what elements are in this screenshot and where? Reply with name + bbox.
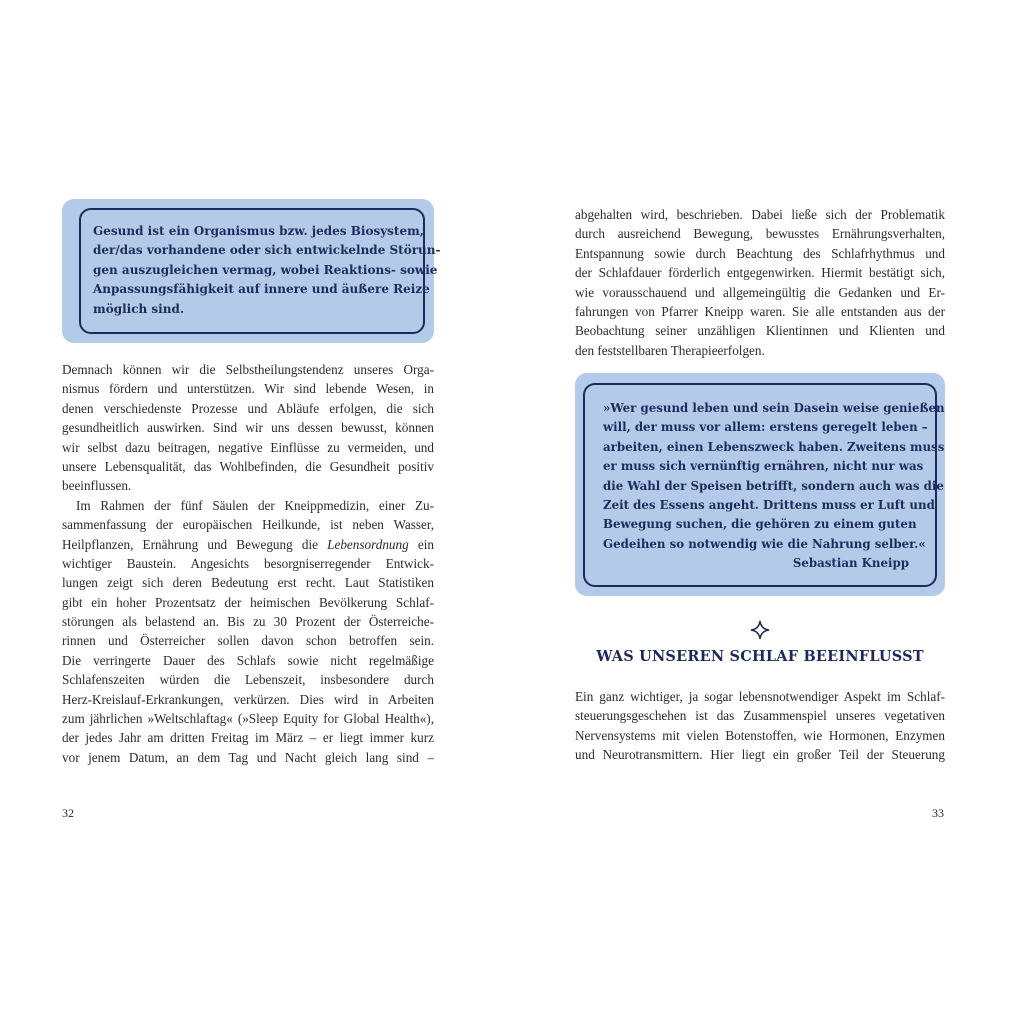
quote-line: Zeit des Essens angeht. Drittens muss er Luft und xyxy=(603,498,935,513)
definition-box-frame xyxy=(79,208,441,334)
text-line: Nervensystems mit vielen Botenstoffen, wie Hormonen, Enzymen xyxy=(575,727,945,743)
quote-line: arbeiten, einen Lebenszweck haben. Zweitens muss xyxy=(603,439,945,454)
quote-line: Bewegung suchen, die gehören zu einem guten xyxy=(603,517,917,532)
definition-line: der/das vorhandene oder sich entwickelnde Störun- xyxy=(93,243,441,258)
text-line: Schlafenszeiten würden die Lebenszeit, insbesondere durch xyxy=(62,672,434,688)
text-line: der Schlafdauer förderlich entgegenwirken. Hiermit bestätigt sich, xyxy=(575,265,945,281)
definition-line: Gesund ist ein Organismus bzw. jedes Biosystem, xyxy=(93,224,424,238)
quote-line: will, der muss vor allem: erstens geregelt leben – xyxy=(603,420,928,435)
text-line: fahrungen von Pfarrer Kneipp waren. Sie alle entstanden aus der xyxy=(575,303,945,319)
text-line: vor jenem Datum, an dem Tag und Nacht gleich lang sind – xyxy=(62,749,434,765)
page-number-right: 33 xyxy=(932,806,944,820)
text-line: störungen als belastend an. Bis zu 30 Prozent der Österreiche- xyxy=(62,614,434,630)
text-line: Demnach können wir die Selbstheilungstendenz unseres Orga- xyxy=(62,362,434,377)
text-line: der jedes Jahr am dritten Freitag im März – er liegt immer kurz xyxy=(62,730,434,746)
four-point-star-icon xyxy=(750,620,770,640)
text-line: wichtiger Baustein. Angesichts besorgniserregender Entwick- xyxy=(62,555,434,571)
text-line-mixed xyxy=(62,535,434,554)
italic-term: Lebensordnung xyxy=(327,536,409,552)
section-heading: WAS UNSEREN SCHLAF BEEINFLUSST xyxy=(596,648,924,665)
text-line: denen verschiedenste Prozesse und Abläufe erfolgen, die sich xyxy=(62,400,434,416)
quote-author: Sebastian Kneipp xyxy=(792,556,909,571)
text-line: Entspannung sowie durch Beachtung des Schlafrhythmus und xyxy=(575,245,945,261)
definition-line: gen auszugleichen vermag, wobei Reaktions- sowie xyxy=(93,262,438,277)
text-run: ein xyxy=(408,536,434,552)
quote-line: Gedeihen so notwendig wie die Nahrung selber.« xyxy=(603,536,926,551)
text-line: unsere Lebensqualität, das Wohlbefinden, die Gesundheit positiv xyxy=(62,458,434,474)
text-line: sammenfassung der europäischen Heilkunde, ist neben Wasser, xyxy=(62,517,434,533)
text-line: durch ausreichend Bewegung, bewusstes Ernährungsverhalten, xyxy=(575,226,945,242)
text-line: nismus fördern und unterstützen. Wir sind lebende Wesen, in xyxy=(62,381,434,397)
quote-line: die Wahl der Speisen betrifft, sondern auch was die xyxy=(603,478,944,493)
page-number-left: 32 xyxy=(62,806,74,820)
text-line: Beobachtung seiner unzähligen Klientinnen und Klienten und xyxy=(575,323,945,339)
text-line: Herz-Kreislauf-Erkrankungen, verkürzen. Dies wird in Arbeiten xyxy=(62,691,434,707)
definition-line: Anpassungsfähigkeit auf innere und äußere Reize xyxy=(93,282,430,297)
text-line: wir selbst dazu beitragen, negative Einflüsse zu vermeiden, und xyxy=(62,439,434,455)
text-line: steuerungsgeschehen ist das Zusammenspiel unseres vegetativen xyxy=(575,708,945,724)
text-line: Im Rahmen der fünf Säulen der Kneippmedizin, einer Zu- xyxy=(76,497,434,513)
text-line: abgehalten wird, beschrieben. Dabei ließe sich der Problematik xyxy=(575,207,945,222)
text-line: wie vorausschauend und allgemeingültig die Gedanken und Er- xyxy=(575,284,945,300)
text-line: lungen zeigt sich deren Bedeutung erst recht. Laut Statistiken xyxy=(62,575,434,591)
text-line: rinnen und Österreicher sollen davon schon betroffen sein. xyxy=(62,633,434,649)
right-body-text-top xyxy=(575,205,945,360)
text-line: gibt ein hoher Prozentsatz der heimischen Bevölkerung Schlaf- xyxy=(62,594,434,610)
left-body-text xyxy=(62,360,434,767)
quote-box-frame xyxy=(583,383,945,587)
text-line: zum jährlichen »Weltschlaftag« (»Sleep Equity for Global Health«), xyxy=(62,711,434,727)
text-line: gesundheitlich auswirken. Sind wir uns dessen bewusst, können xyxy=(62,420,434,436)
definition-line: möglich sind. xyxy=(93,301,185,316)
text-run: Heilpflanzen, Ernährung und Bewegung die xyxy=(62,536,318,552)
quote-line: »Wer gesund leben und sein Dasein weise genießen xyxy=(603,401,945,415)
text-line: und Neurotransmittern. Hier liegt ein großer Teil der Steuerung xyxy=(575,747,945,763)
right-body-text-bottom xyxy=(575,687,945,765)
text-line: Ein ganz wichtiger, ja sogar lebensnotwendiger Aspekt im Schlaf- xyxy=(575,689,945,704)
text-line: den feststellbaren Therapieerfolgen. xyxy=(575,342,765,358)
text-line: beeinflussen. xyxy=(62,478,132,494)
text-line: Die verringerte Dauer des Schlafs sowie nicht regelmäßige xyxy=(62,652,434,668)
quote-line: er muss sich vernünftig ernähren, nicht nur was xyxy=(603,459,924,474)
